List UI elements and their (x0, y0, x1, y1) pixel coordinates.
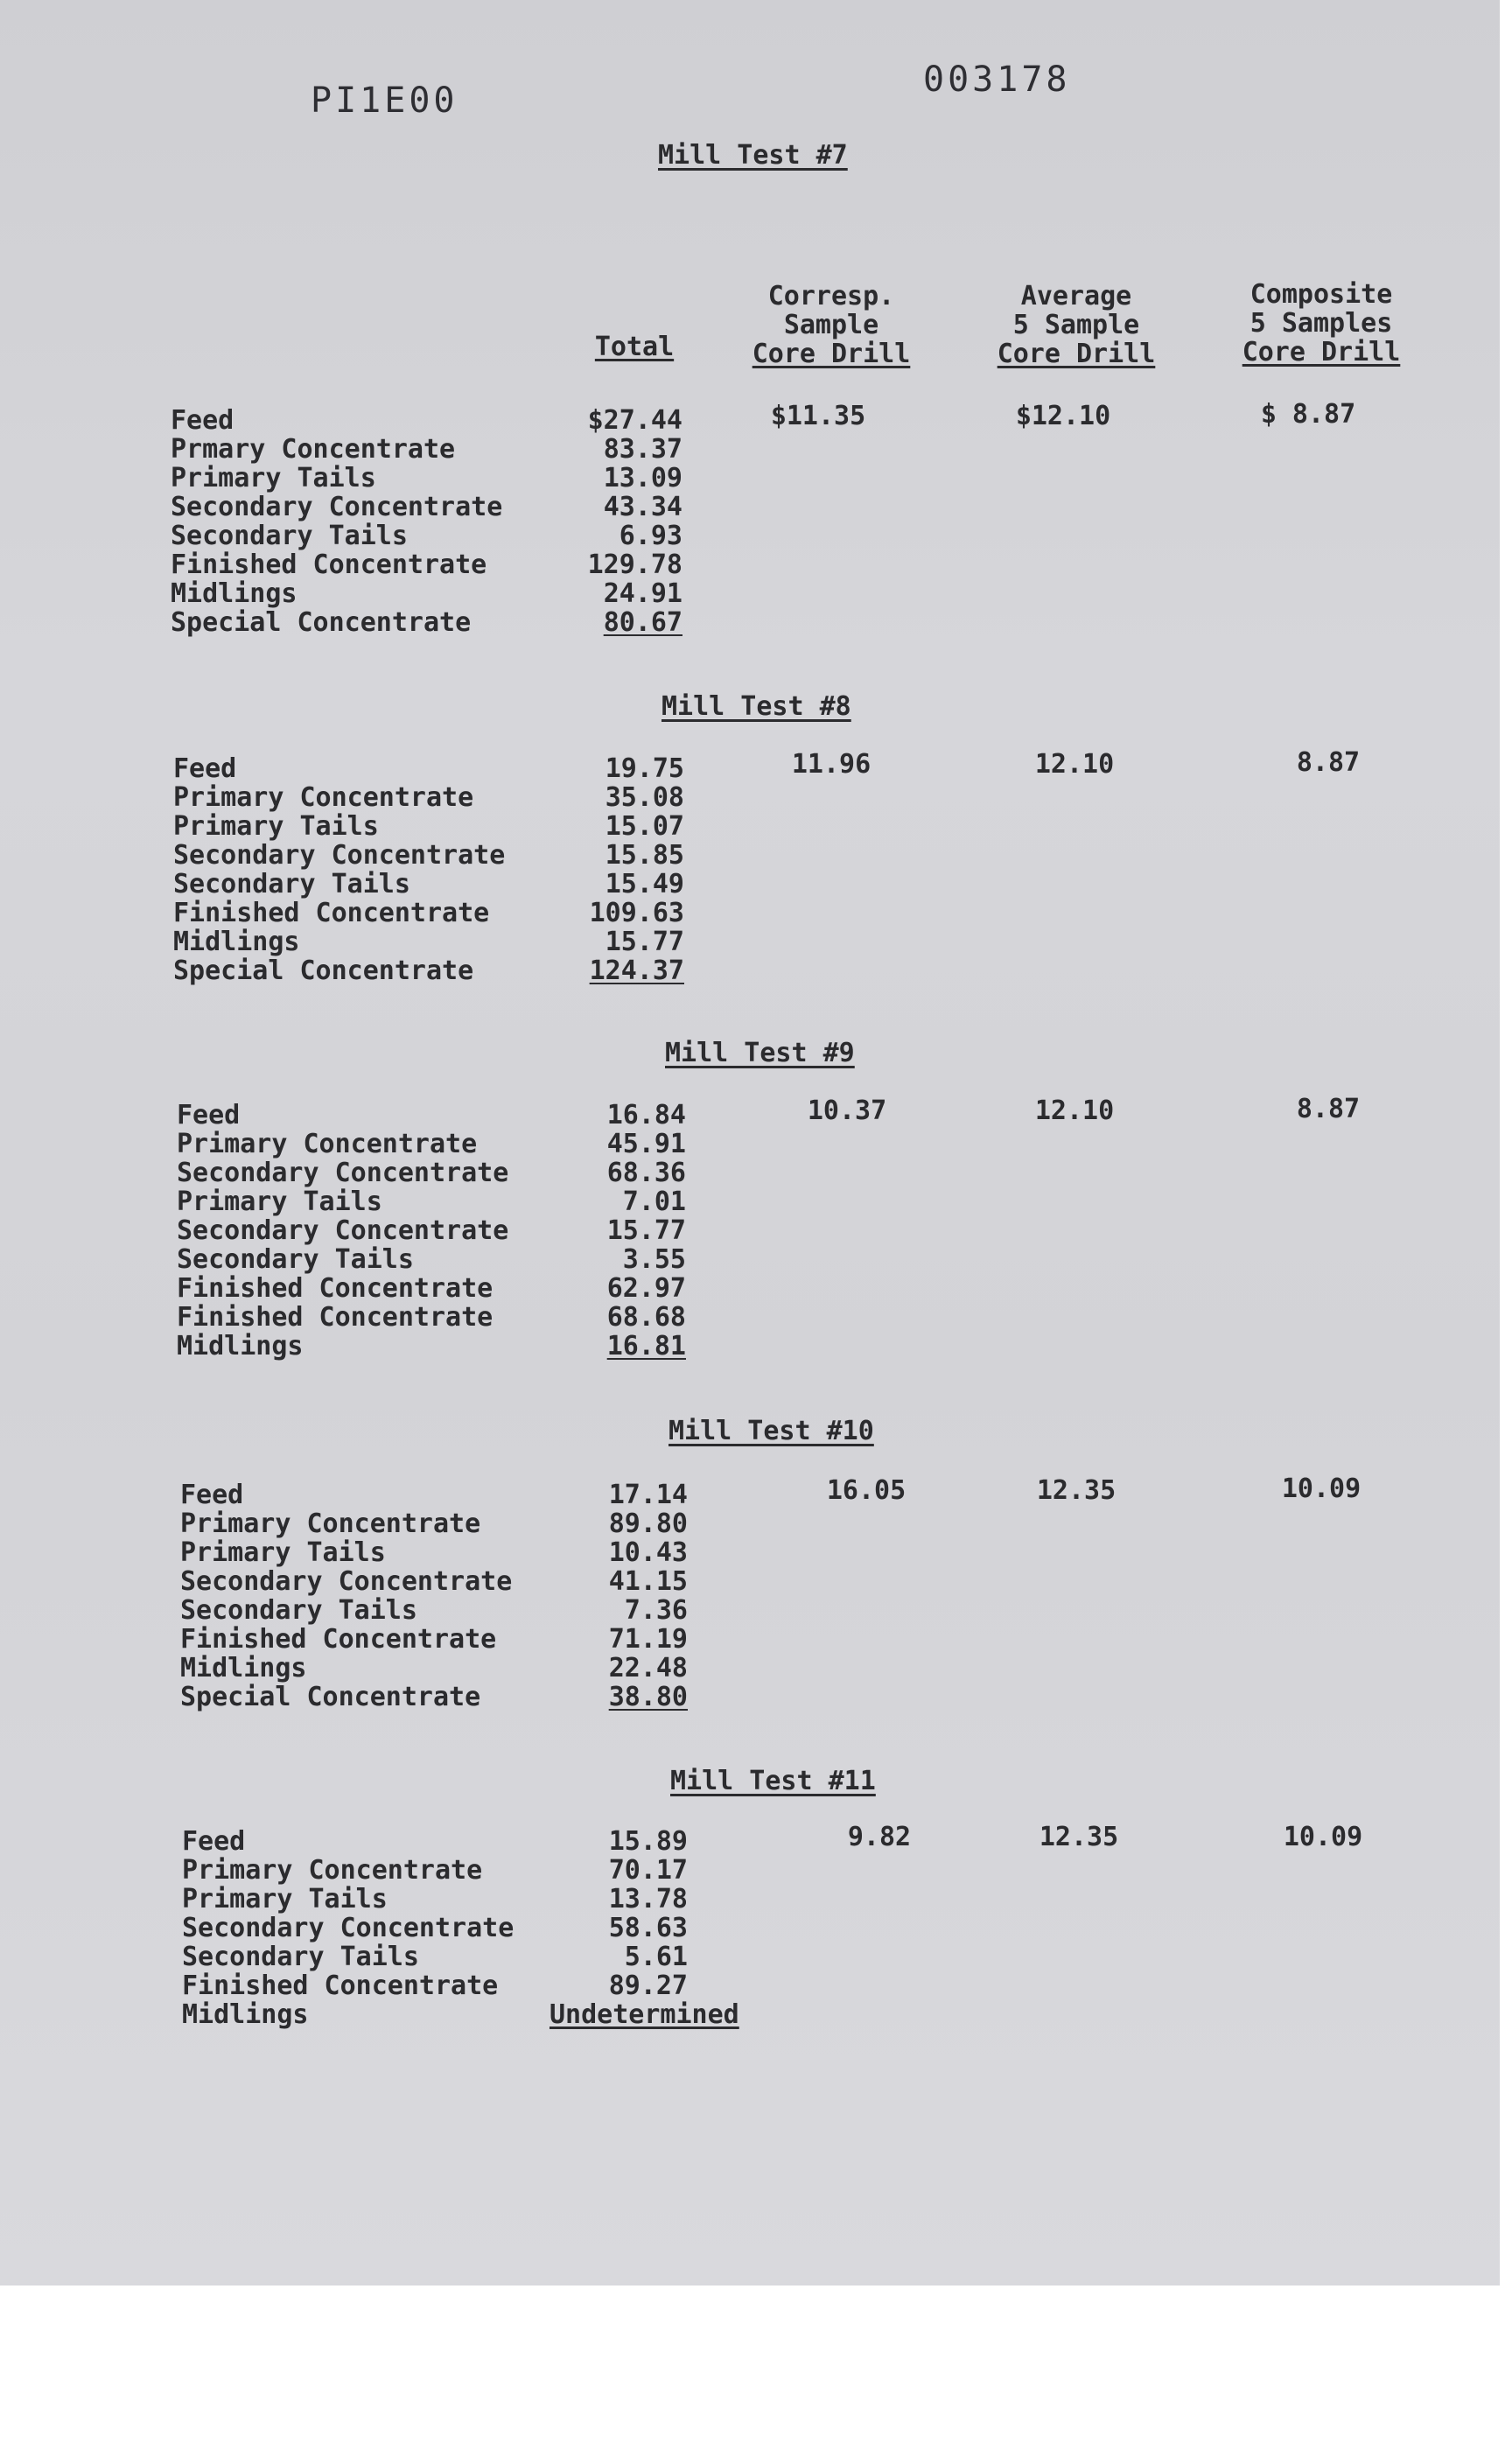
mill-test-10-corresp: 16.05 (826, 1475, 906, 1506)
total-value: 35.08 (605, 782, 684, 813)
mill-test-10-labels (180, 1480, 512, 1712)
total-value: 17.14 (608, 1480, 688, 1510)
mill-test-11-title: Mill Test #11 (670, 1766, 876, 1796)
row-label: Feed (180, 1480, 244, 1510)
total-value: 15.89 (608, 1826, 688, 1857)
header-composite: Composite 5 Samples Core Drill (1242, 279, 1401, 368)
mill-test-8-title: Mill Test #8 (662, 691, 851, 722)
mill-test-7-totals (551, 406, 682, 637)
row-label: Primary Tails (182, 1884, 388, 1914)
row-label: Secondary Tails (173, 869, 410, 900)
total-value: 89.27 (608, 1970, 688, 2001)
row-label: Midlings (173, 927, 300, 957)
total-value: 19.75 (605, 753, 684, 784)
row-label: Midlings (180, 1653, 307, 1684)
total-value: 70.17 (608, 1855, 688, 1886)
row-label: Prmary Concentrate (171, 434, 456, 465)
mill-test-7-average: $12.10 (1015, 401, 1111, 431)
row-label: Special Concentrate (173, 956, 474, 986)
row-label: Primary Concentrate (177, 1129, 478, 1159)
mill-test-11-totals (556, 1827, 688, 2000)
total-value: 15.85 (605, 840, 684, 871)
row-label: Feed (182, 1826, 246, 1857)
total-value: 62.97 (606, 1273, 686, 1304)
mill-test-11-average: 12.35 (1039, 1822, 1119, 1852)
total-value: 15.77 (605, 927, 684, 957)
total-value: 7.01 (622, 1186, 686, 1217)
row-label: Secondary Concentrate (177, 1215, 509, 1246)
total-value: 83.37 (603, 434, 682, 465)
header-total: Total (594, 332, 675, 362)
total-value: 89.80 (608, 1508, 688, 1539)
header-average: Average 5 Sample Core Drill (997, 281, 1156, 369)
total-value: 15.49 (605, 869, 684, 900)
mill-test-7-title: Mill Test #7 (658, 140, 848, 171)
row-label: Finished Concentrate (182, 1970, 499, 2001)
row-label: Secondary Concentrate (180, 1566, 513, 1597)
total-value: 80.67 (603, 607, 682, 638)
row-label: Finished Concentrate (173, 898, 490, 928)
mill-test-10-average: 12.35 (1036, 1475, 1116, 1506)
header-corresp: Corresp. Sample Core Drill (752, 281, 911, 369)
mill-test-8-corresp: 11.96 (791, 749, 872, 780)
row-label: Primary Concentrate (180, 1508, 481, 1539)
row-label: Secondary Tails (171, 521, 408, 551)
row-label: Secondary Tails (182, 1942, 419, 1972)
stamp-number-right: 003178 (923, 60, 1071, 100)
row-label: Midlings (177, 1331, 304, 1362)
total-value: 13.09 (603, 463, 682, 494)
total-value: 3.55 (622, 1244, 686, 1275)
row-label: Finished Concentrate (177, 1273, 494, 1304)
mill-test-9-title: Mill Test #9 (665, 1038, 855, 1068)
row-label: Secondary Tails (180, 1595, 417, 1626)
row-label: Primary Tails (171, 463, 376, 494)
row-label: Midlings (171, 578, 298, 609)
total-value: 16.84 (606, 1100, 686, 1130)
mill-test-10-title: Mill Test #10 (668, 1416, 874, 1446)
row-label: Primary Tails (180, 1537, 386, 1568)
total-value: 16.81 (606, 1331, 686, 1362)
mill-test-11-corresp: 9.82 (847, 1822, 912, 1852)
mill-test-7-labels (171, 406, 502, 637)
total-value: 10.43 (608, 1537, 688, 1568)
row-label: Special Concentrate (180, 1682, 481, 1712)
row-label: Secondary Tails (177, 1244, 414, 1275)
mill-test-8-average: 12.10 (1034, 749, 1115, 780)
total-value: 41.15 (608, 1566, 688, 1597)
row-label: Finished Concentrate (171, 550, 487, 580)
mill-test-9-corresp: 10.37 (807, 1096, 887, 1126)
total-value: 58.63 (608, 1913, 688, 1943)
total-value: 45.91 (606, 1129, 686, 1159)
row-label: Primary Tails (173, 811, 379, 842)
mill-test-9-totals (555, 1101, 686, 1361)
mill-test-8-labels (173, 754, 505, 985)
total-value: 129.78 (587, 550, 682, 580)
row-label: Primary Concentrate (182, 1855, 483, 1886)
total-value: 15.07 (605, 811, 684, 842)
row-label: Feed (177, 1100, 241, 1130)
total-value: 5.61 (624, 1942, 688, 1972)
mill-test-8-totals (553, 754, 684, 985)
total-value: 7.36 (624, 1595, 688, 1626)
row-label: Special Concentrate (171, 607, 472, 638)
total-value: 15.77 (606, 1215, 686, 1246)
total-value: 109.63 (589, 898, 684, 928)
row-label: Feed (171, 405, 234, 436)
row-label: Primary Tails (177, 1186, 382, 1217)
row-label: Finished Concentrate (180, 1624, 497, 1655)
mill-test-11-composite: 10.09 (1283, 1822, 1363, 1852)
row-label: Secondary Concentrate (171, 492, 503, 522)
mill-test-11-midlings-total: Undetermined (550, 1999, 739, 2030)
total-value: 68.36 (606, 1158, 686, 1188)
mill-test-9-average: 12.10 (1034, 1096, 1115, 1126)
total-value: 124.37 (589, 956, 684, 986)
total-value: 71.19 (608, 1624, 688, 1655)
row-label: Secondary Concentrate (182, 1913, 514, 1943)
stamp-number-left: PI1E00 (311, 80, 458, 121)
total-value: 22.48 (608, 1653, 688, 1684)
mill-test-9-composite: 8.87 (1296, 1094, 1361, 1124)
mill-test-11-labels (182, 1827, 514, 2029)
mill-test-10-totals (556, 1480, 688, 1712)
row-label: Secondary Concentrate (173, 840, 506, 871)
row-label: Primary Concentrate (173, 782, 474, 813)
row-label: Secondary Concentrate (177, 1158, 509, 1188)
total-value: 38.80 (608, 1682, 688, 1712)
total-value: $27.44 (587, 405, 682, 436)
mill-test-10-composite: 10.09 (1281, 1474, 1362, 1504)
total-value: 68.68 (606, 1302, 686, 1333)
mill-test-9-labels (177, 1101, 508, 1361)
total-value: 13.78 (608, 1884, 688, 1914)
row-label: Finished Concentrate (177, 1302, 494, 1333)
total-value: 6.93 (619, 521, 682, 551)
mill-test-7-composite: $ 8.87 (1260, 399, 1356, 430)
row-label: Midlings (182, 1999, 309, 2030)
mill-test-8-composite: 8.87 (1296, 747, 1361, 778)
row-label: Feed (173, 753, 237, 784)
total-value: 43.34 (603, 492, 682, 522)
mill-test-7-corresp: $11.35 (770, 401, 866, 431)
total-value: 24.91 (603, 578, 682, 609)
